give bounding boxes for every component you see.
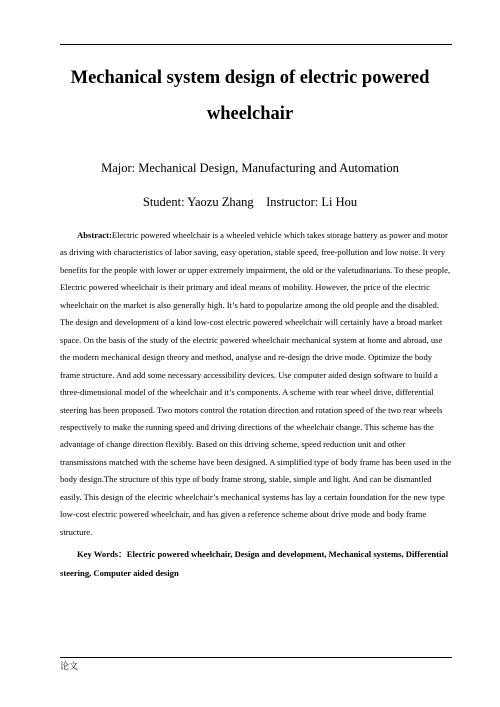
footer-label: 论文	[60, 662, 79, 672]
major-line: Major: Mechanical Design, Manufacturing and Automation	[101, 161, 399, 175]
student-name: Student: Yaozu Zhang	[142, 195, 254, 209]
keywords-paragraph	[60, 545, 452, 583]
instructor-name: Instructor: Li Hou	[266, 195, 358, 209]
abstract-text: Electric powered wheelchair is a wheeled vehicle which takes storage battery as power and motor as driving with characteristics of labor saving, easy operation, stable speed, free-pollution and low noise. It very benefits for the people with lower or upper extremely impairment, the old or the valetudinarians. To these people, Electric powered wheelchair is their primary and ideal means of mobility. However, the price of the electric wheelchair on the market is also generally high. It’s hard to popularize among the old people and the disabled. The design and development of a kind low-cost electric powered wheelchair will certainly have a broad market space. On the basis of the study of the electric powered wheelchair mechanical system at home and abroad, use the modern mechanical design theory and method, analyse and re-design the drive mode. Optimize the body frame structure. And add some necessary accessibility devices. Use computer aided design software to build a three-dimensional model of the wheelchair and it’s components. A scheme with rear wheel drive, differential steering has been proposed. Two motors control the rotation direction and rotation speed of the two rear wheels respectively to make the running speed and driving directions of the wheelchair change. This scheme has the advantage of change direction flexibly. Based on this driving scheme, speed reduction unit and other transmissions matched with the scheme have been designed. A simplified type of body frame has been used in the body design.The structure of this type of body frame strong, stable, simple and light. And can be dismantled easily. This design of the electric wheelchair’s mechanical systems has lay a certain foundation for the new type low-cost electric powered wheelchair, and has given a reference scheme about drive mode and body frame structure.	[60, 230, 452, 537]
keywords-text: Electric powered wheelchair, Design and development, Mechanical systems, Differential steering, Computer aided design	[60, 549, 449, 578]
abstract-label: Abstract:	[77, 230, 112, 240]
paper-title: Mechanical system design of electric powered wheelchair	[70, 68, 430, 124]
author-line	[50, 194, 450, 210]
keywords-label: Key Words：	[77, 549, 127, 559]
abstract-paragraph	[60, 227, 452, 541]
footer-rule	[60, 657, 452, 658]
header-rule	[60, 44, 452, 45]
